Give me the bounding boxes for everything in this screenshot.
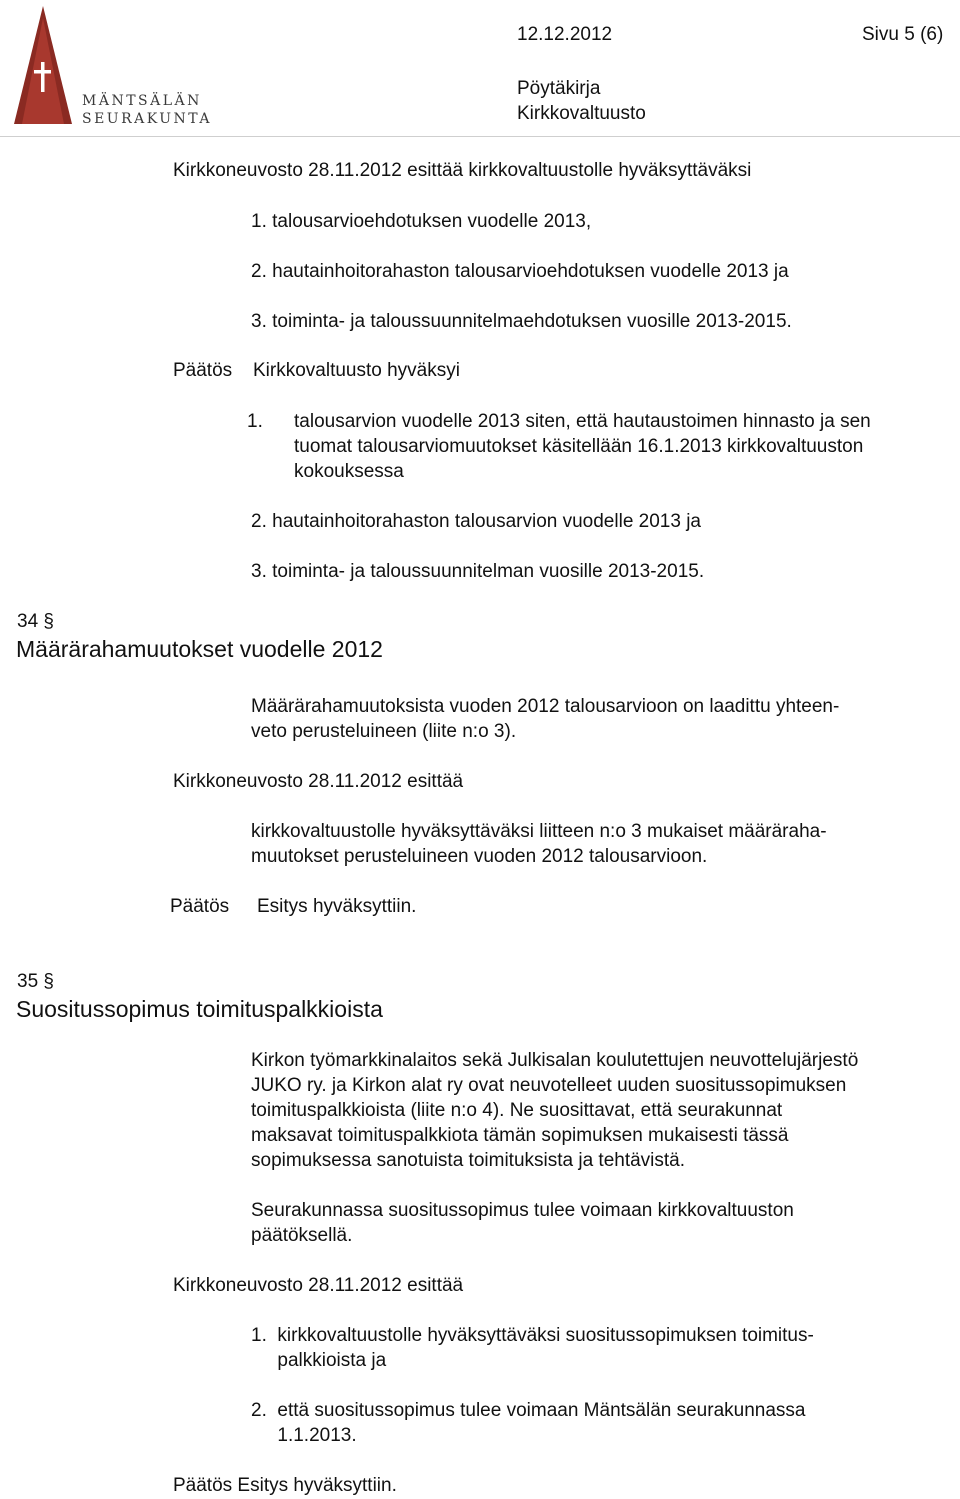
section-intro-line: Määrärahamuutoksista vuoden 2012 talousarvioon on laadittu yhteen- (251, 696, 840, 717)
proposal-item-line: 1. kirkkovaltuustolle hyväksyttäväksi suositussopimuksen toimitus- (251, 1325, 814, 1346)
header-doc-type: Pöytäkirja (517, 78, 601, 99)
proposal-item: 3. toiminta- ja taloussuunnitelmaehdotuksen vuosille 2013-2015. (251, 311, 792, 332)
paragraph-line: JUKO ry. ja Kirkon alat ry ovat neuvotelleet uuden suositussopimuksen (251, 1075, 847, 1096)
proposal-line: muutokset perusteluineen vuoden 2012 talousarvioon. (251, 846, 708, 867)
section-number: 35 § (17, 971, 54, 992)
decision-item-line: kokouksessa (294, 461, 404, 482)
proposal-item-line: 2. että suositussopimus tulee voimaan Mäntsälän seurakunnassa (251, 1400, 806, 1421)
proposal-text: Kirkkoneuvosto 28.11.2012 esittää (173, 1275, 464, 1296)
proposal-item-line: palkkioista ja (251, 1350, 387, 1371)
decision-item: 3. toiminta- ja taloussuunnitelman vuosille 2013-2015. (251, 561, 705, 582)
proposal-item: 2. hautainhoitorahaston talousarvioehdotuksen vuodelle 2013 ja (251, 261, 789, 282)
decision-item-number: 1. (247, 411, 263, 432)
logo-line1: MÄNTSÄLÄN (82, 93, 202, 109)
proposal-line: kirkkovaltuustolle hyväksyttäväksi liitteen n:o 3 mukaiset määräraha- (251, 821, 827, 842)
paragraph-line: sopimuksessa sanotuista toimituksista ja tehtävistä. (251, 1150, 686, 1171)
decision-label: Päätös (170, 896, 230, 917)
section-intro-line: veto perusteluineen (liite n:o 3). (251, 721, 517, 742)
proposal-item: 1. talousarvioehdotuksen vuodelle 2013, (251, 211, 592, 232)
church-logo-icon (14, 6, 72, 126)
header-date: 12.12.2012 (517, 24, 613, 45)
section-title: Määrärahamuutokset vuodelle 2012 (16, 636, 383, 662)
paragraph-line: toimituspalkkioista (liite n:o 4). Ne suosittavat, että seurakunnat (251, 1100, 783, 1121)
paragraph-line: Kirkon työmarkkinalaitos sekä Julkisalan koulutettujen neuvottelujärjestö (251, 1050, 859, 1071)
section-number: 34 § (17, 611, 54, 632)
proposal-text: Kirkkoneuvosto 28.11.2012 esittää kirkkovaltuustolle hyväksyttäväksi (173, 160, 752, 181)
decision-text: Päätös Esitys hyväksyttiin. (173, 1475, 397, 1496)
paragraph-line: Seurakunnassa suositussopimus tulee voimaan kirkkovaltuuston (251, 1200, 794, 1221)
paragraph-line: maksavat toimituspalkkiota tämän sopimuksen mukaisesti tässä (251, 1125, 789, 1146)
decision-item-line: talousarvion vuodelle 2013 siten, että hautaustoimen hinnasto ja sen (294, 411, 871, 432)
section-title: Suositussopimus toimituspalkkioista (16, 996, 383, 1022)
decision-text: Kirkkovaltuusto hyväksyi (253, 360, 460, 381)
decision-item: 2. hautainhoitorahaston talousarvion vuodelle 2013 ja (251, 511, 701, 532)
proposal-item-line: 1.1.2013. (251, 1425, 357, 1446)
paragraph-line: päätöksellä. (251, 1225, 353, 1246)
decision-label: Päätös (173, 360, 233, 381)
decision-item-line: tuomat talousarviomuutokset käsitellään 16.1.2013 kirkkovaltuuston (294, 436, 864, 457)
proposal-text: Kirkkoneuvosto 28.11.2012 esittää (173, 771, 464, 792)
header-page: Sivu 5 (6) (862, 24, 944, 45)
logo-line2: SEURAKUNTA (82, 111, 212, 127)
header-divider (0, 136, 960, 137)
header-body: Kirkkovaltuusto (517, 103, 646, 124)
decision-text: Esitys hyväksyttiin. (257, 896, 417, 917)
